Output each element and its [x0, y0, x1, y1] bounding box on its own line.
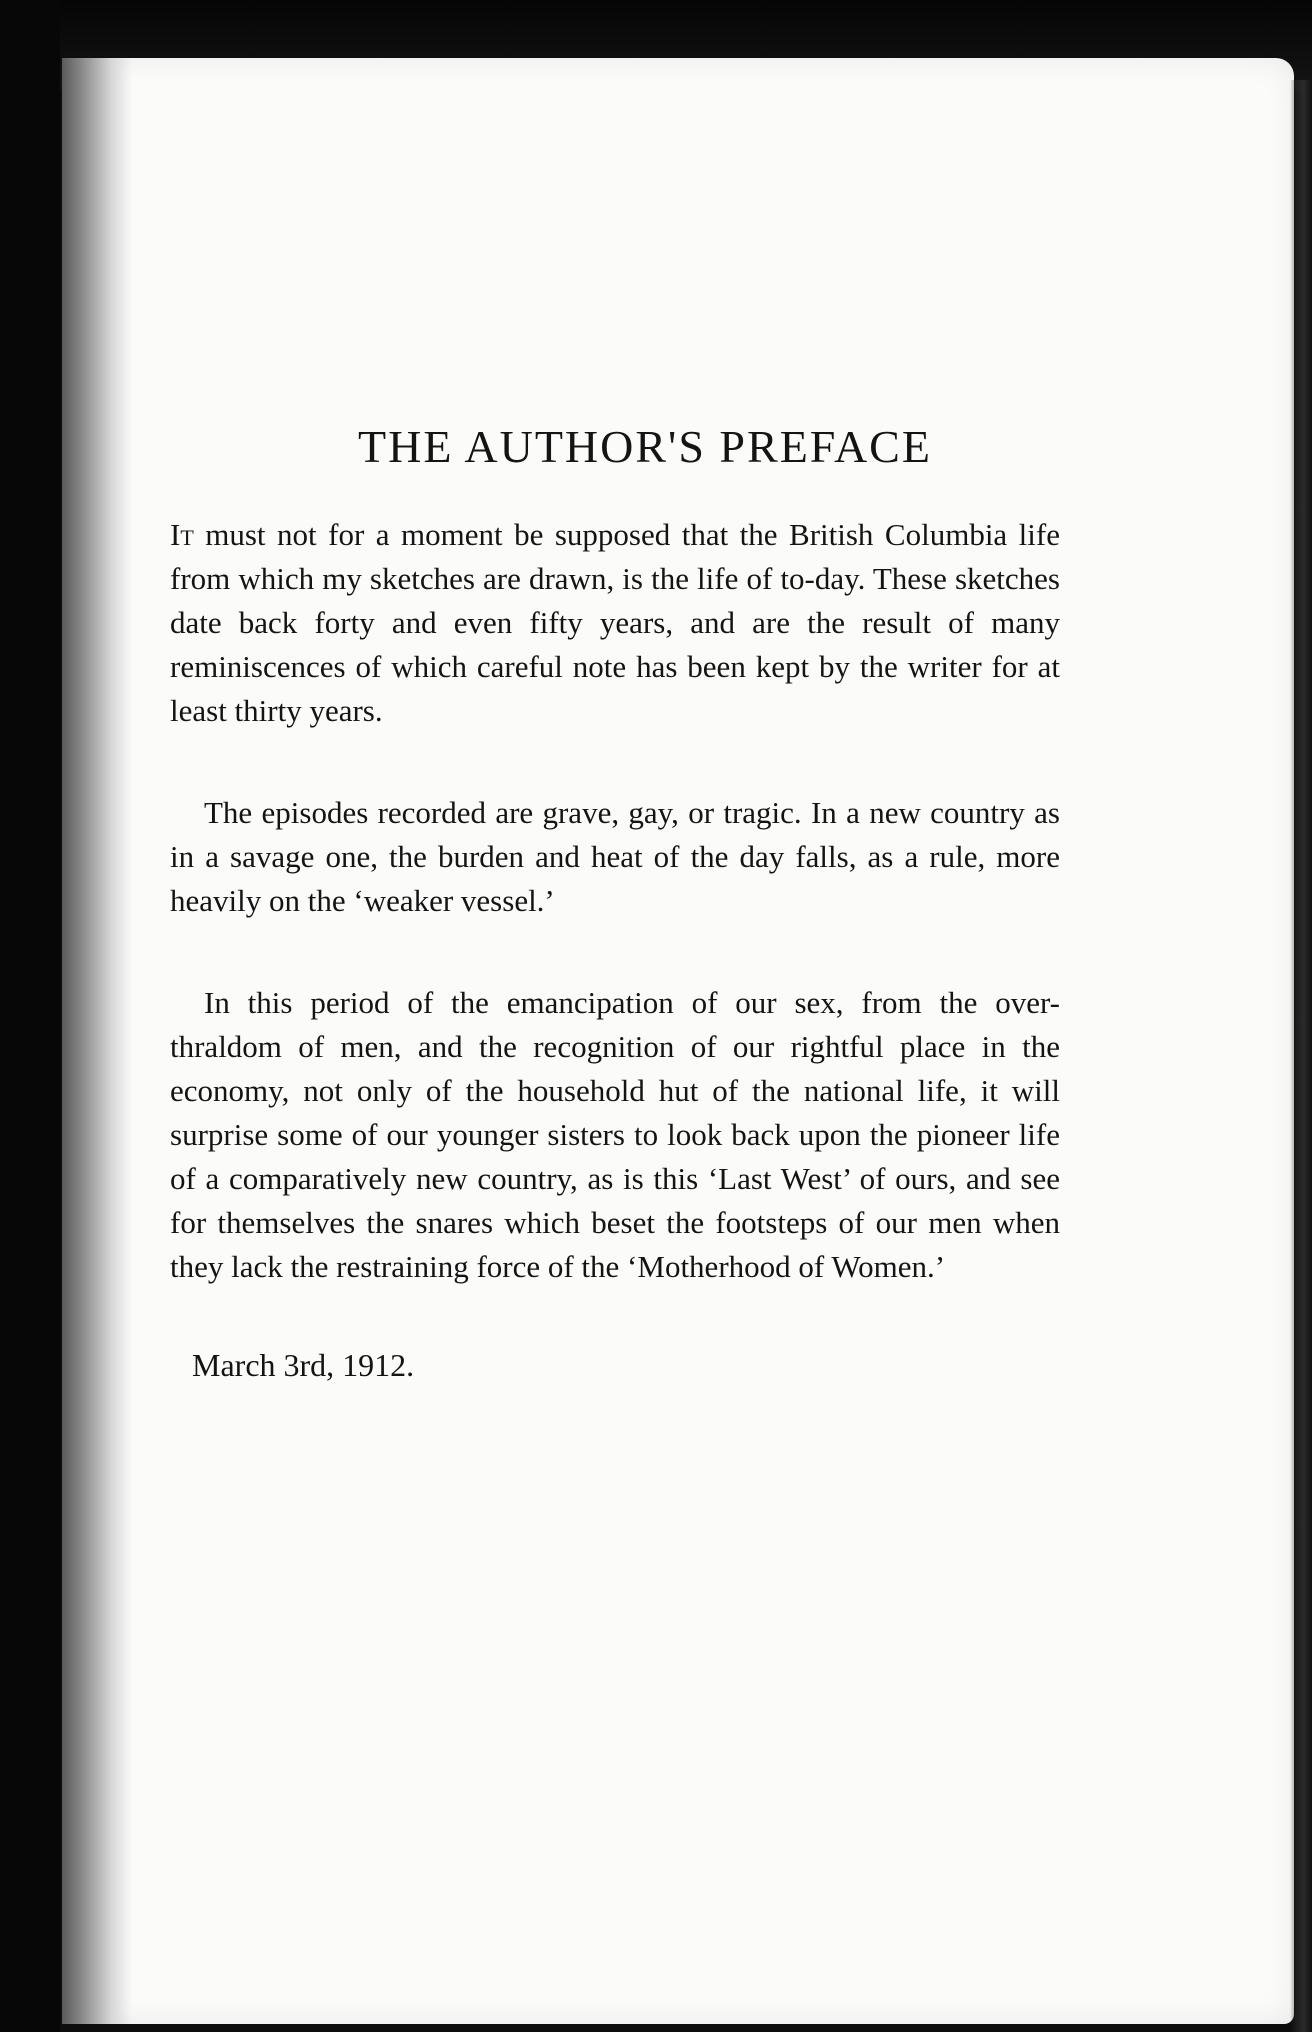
scan-left-border: [0, 0, 60, 2032]
page-right-edge: [1290, 80, 1312, 2032]
paragraph-2: The episodes recorded are grave, gay, or tragic. In a new country as in a savage one, the burden and heat of the day falls, as a rule, more heavily on the ‘weaker vessel.’: [170, 795, 1060, 918]
paragraph-3: In this period of the emancipation of our sex, from the over-thraldom of men, and the recognition of our rightful place in the economy, not only of the household hut of the national life, it will surprise some of our younger sisters to look back upon the pioneer life of a comparatively new country, as is this ‘Last West’ of ours, and see for themselves the snares which beset the footsteps of our men when they lack the restraining force of the ‘Motherhood of Women.’: [170, 985, 1060, 1284]
paragraph-1-lead: It: [170, 517, 194, 552]
page-title: THE AUTHOR'S PREFACE: [358, 421, 932, 472]
spine-shadow: [62, 58, 132, 2024]
preface-date: March 3rd, 1912.: [192, 1347, 415, 1383]
paragraph-1: [170, 513, 1060, 733]
preface-text: [170, 400, 1060, 1384]
paragraph-1-body: must not for a moment be supposed that the British Columbia life from which my sketches are drawn, is the life of to-day. These sketches date back forty and even fifty years, and are the result of many reminiscences of which careful note has been kept by the writer for at least thirty years.: [170, 517, 1060, 728]
